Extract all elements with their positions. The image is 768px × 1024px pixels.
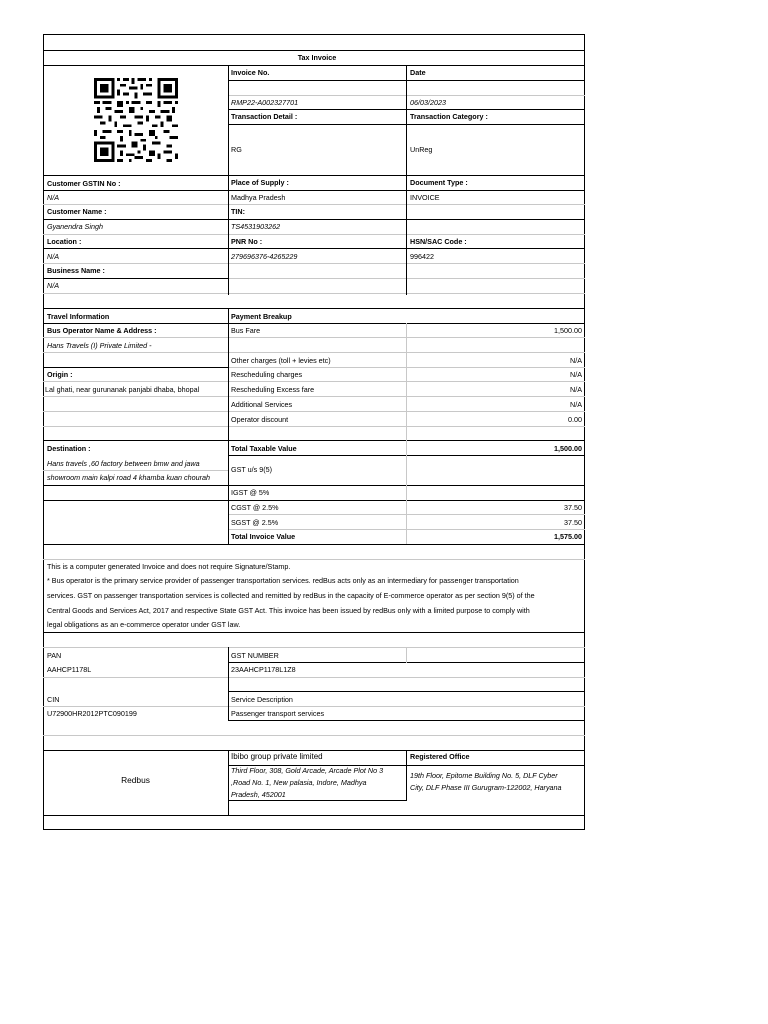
hsn-value: 996422: [410, 252, 434, 261]
destination-line-1: Hans travels ,60 factory between bmw and jawa: [47, 459, 200, 468]
total-invoice-value: 1,575.00: [554, 532, 582, 541]
document-type-value: INVOICE: [410, 193, 440, 202]
origin-label: Origin :: [47, 370, 73, 379]
additional-services-label: Additional Services: [231, 400, 293, 409]
customer-name-value: Gyanendra Singh: [47, 222, 103, 231]
bus-operator-label: Bus Operator Name & Address :: [47, 326, 157, 335]
note-line-2: * Bus operator is the primary service provider of passenger transportation services. redBus acts only as an intermediary for passenger transportation: [47, 576, 519, 585]
registered-office-line-2: City, DLF Phase III Gurugram-122002, Haryana: [410, 783, 562, 792]
bus-fare-value: 1,500.00: [554, 326, 582, 335]
note-line-1: This is a computer generated Invoice and does not require Signature/Stamp.: [47, 562, 291, 571]
invoice-title: Tax Invoice: [297, 53, 337, 62]
document-type-label: Document Type :: [410, 178, 468, 187]
payment-breakup-heading: Payment Breakup: [231, 312, 292, 321]
pnr-value: 279696376-4265229: [231, 252, 298, 261]
location-label: Location :: [47, 237, 82, 246]
note-line-4: Central Goods and Services Act, 2017 and respective State GST Act. This invoice has been issued by redBus only with a limited purpose to comply with: [47, 606, 530, 615]
customer-gstin-label: Customer GSTIN No :: [47, 179, 121, 188]
travel-info-heading: Travel Information: [47, 312, 110, 321]
service-description-value: Passenger transport services: [231, 709, 325, 718]
tin-label: TIN:: [231, 207, 245, 216]
qr-code-icon: [93, 78, 179, 162]
cgst-value: 37.50: [564, 503, 582, 512]
company-address-line-3: Pradesh, 452001: [231, 790, 286, 799]
rescheduling-charges-label: Rescheduling charges: [231, 370, 303, 379]
origin-value: Lal ghati, near gurunanak panjabi dhaba, bhopal: [45, 385, 200, 394]
sgst-label: SGST @ 2.5%: [231, 518, 279, 527]
rescheduling-charges-value: N/A: [570, 370, 582, 379]
bus-operator-value: Hans Travels (I) Private Limited -: [47, 341, 152, 350]
cin-label: CIN: [47, 695, 60, 704]
place-of-supply-value: Madhya Pradesh: [231, 193, 286, 202]
rescheduling-excess-label: Rescheduling Excess fare: [231, 385, 315, 394]
registered-office-line-1: 19th Floor, Epitome Building No. 5, DLF Cyber: [410, 771, 558, 780]
company-address-line-1: Third Floor, 308, Gold Arcade, Arcade Plot No 3: [231, 766, 384, 775]
brand-name: Redbus: [121, 775, 150, 785]
cin-value: U72900HR2012PTC090199: [47, 709, 137, 718]
customer-name-label: Customer Name :: [47, 207, 107, 216]
transaction-detail-value: RG: [231, 145, 242, 154]
location-value: N/A: [47, 252, 59, 261]
pan-label: PAN: [47, 651, 62, 660]
gst-number-label: GST NUMBER: [231, 651, 279, 660]
destination-line-2: showroom main kalpi road 4 khamba kuan chourah: [47, 473, 211, 482]
tin-value: TS4531903262: [231, 222, 281, 231]
date-label: Date: [410, 68, 426, 77]
hsn-label: HSN/SAC Code :: [410, 237, 467, 246]
place-of-supply-label: Place of Supply :: [231, 178, 289, 187]
transaction-category-value: UnReg: [410, 145, 433, 154]
registered-office-label: Registered Office: [410, 752, 470, 761]
note-line-3: services. GST on passenger transportation services is collected and remitted by redBus in the capacity of E-commerce operator as per section 9(5) of the: [47, 591, 535, 600]
invoice-no-value: RMP22-A002327701: [231, 98, 299, 107]
igst-label: IGST @ 5%: [231, 488, 270, 497]
cgst-label: CGST @ 2.5%: [231, 503, 279, 512]
business-name-value: N/A: [47, 281, 59, 290]
total-taxable-value: 1,500.00: [554, 444, 582, 453]
total-invoice-label: Total Invoice Value: [231, 532, 296, 541]
customer-gstin-value: N/A: [47, 193, 59, 202]
other-charges-value: N/A: [570, 356, 582, 365]
rescheduling-excess-value: N/A: [570, 385, 582, 394]
operator-discount-label: Operator discount: [231, 415, 289, 424]
transaction-category-label: Transaction Category :: [410, 112, 488, 121]
transaction-detail-label: Transaction Detail :: [231, 112, 298, 121]
other-charges-label: Other charges (toll + levies etc): [231, 356, 331, 365]
business-name-label: Business Name :: [47, 266, 105, 275]
company-address-line-2: ,Road No. 1, New palasia, Indore, Madhya: [231, 778, 367, 787]
sgst-value: 37.50: [564, 518, 582, 527]
additional-services-value: N/A: [570, 400, 582, 409]
operator-discount-value: 0.00: [568, 415, 582, 424]
destination-label: Destination :: [47, 444, 91, 453]
bus-fare-label: Bus Fare: [231, 326, 261, 335]
pnr-label: PNR No :: [231, 237, 263, 246]
total-taxable-label: Total Taxable Value: [231, 444, 297, 453]
gst-95-label: GST u/s 9(5): [231, 465, 273, 474]
date-value: 06/03/2023: [410, 98, 446, 107]
pan-value: AAHCP1178L: [47, 665, 92, 674]
gst-number-value: 23AAHCP1178L1Z8: [231, 665, 296, 674]
note-line-5: legal obligations as an e-commerce operator under GST law.: [47, 620, 241, 629]
service-description-label: Service Description: [231, 695, 293, 704]
company-name: Ibibo group private limited: [231, 752, 323, 761]
invoice-no-label: Invoice No.: [231, 68, 270, 77]
